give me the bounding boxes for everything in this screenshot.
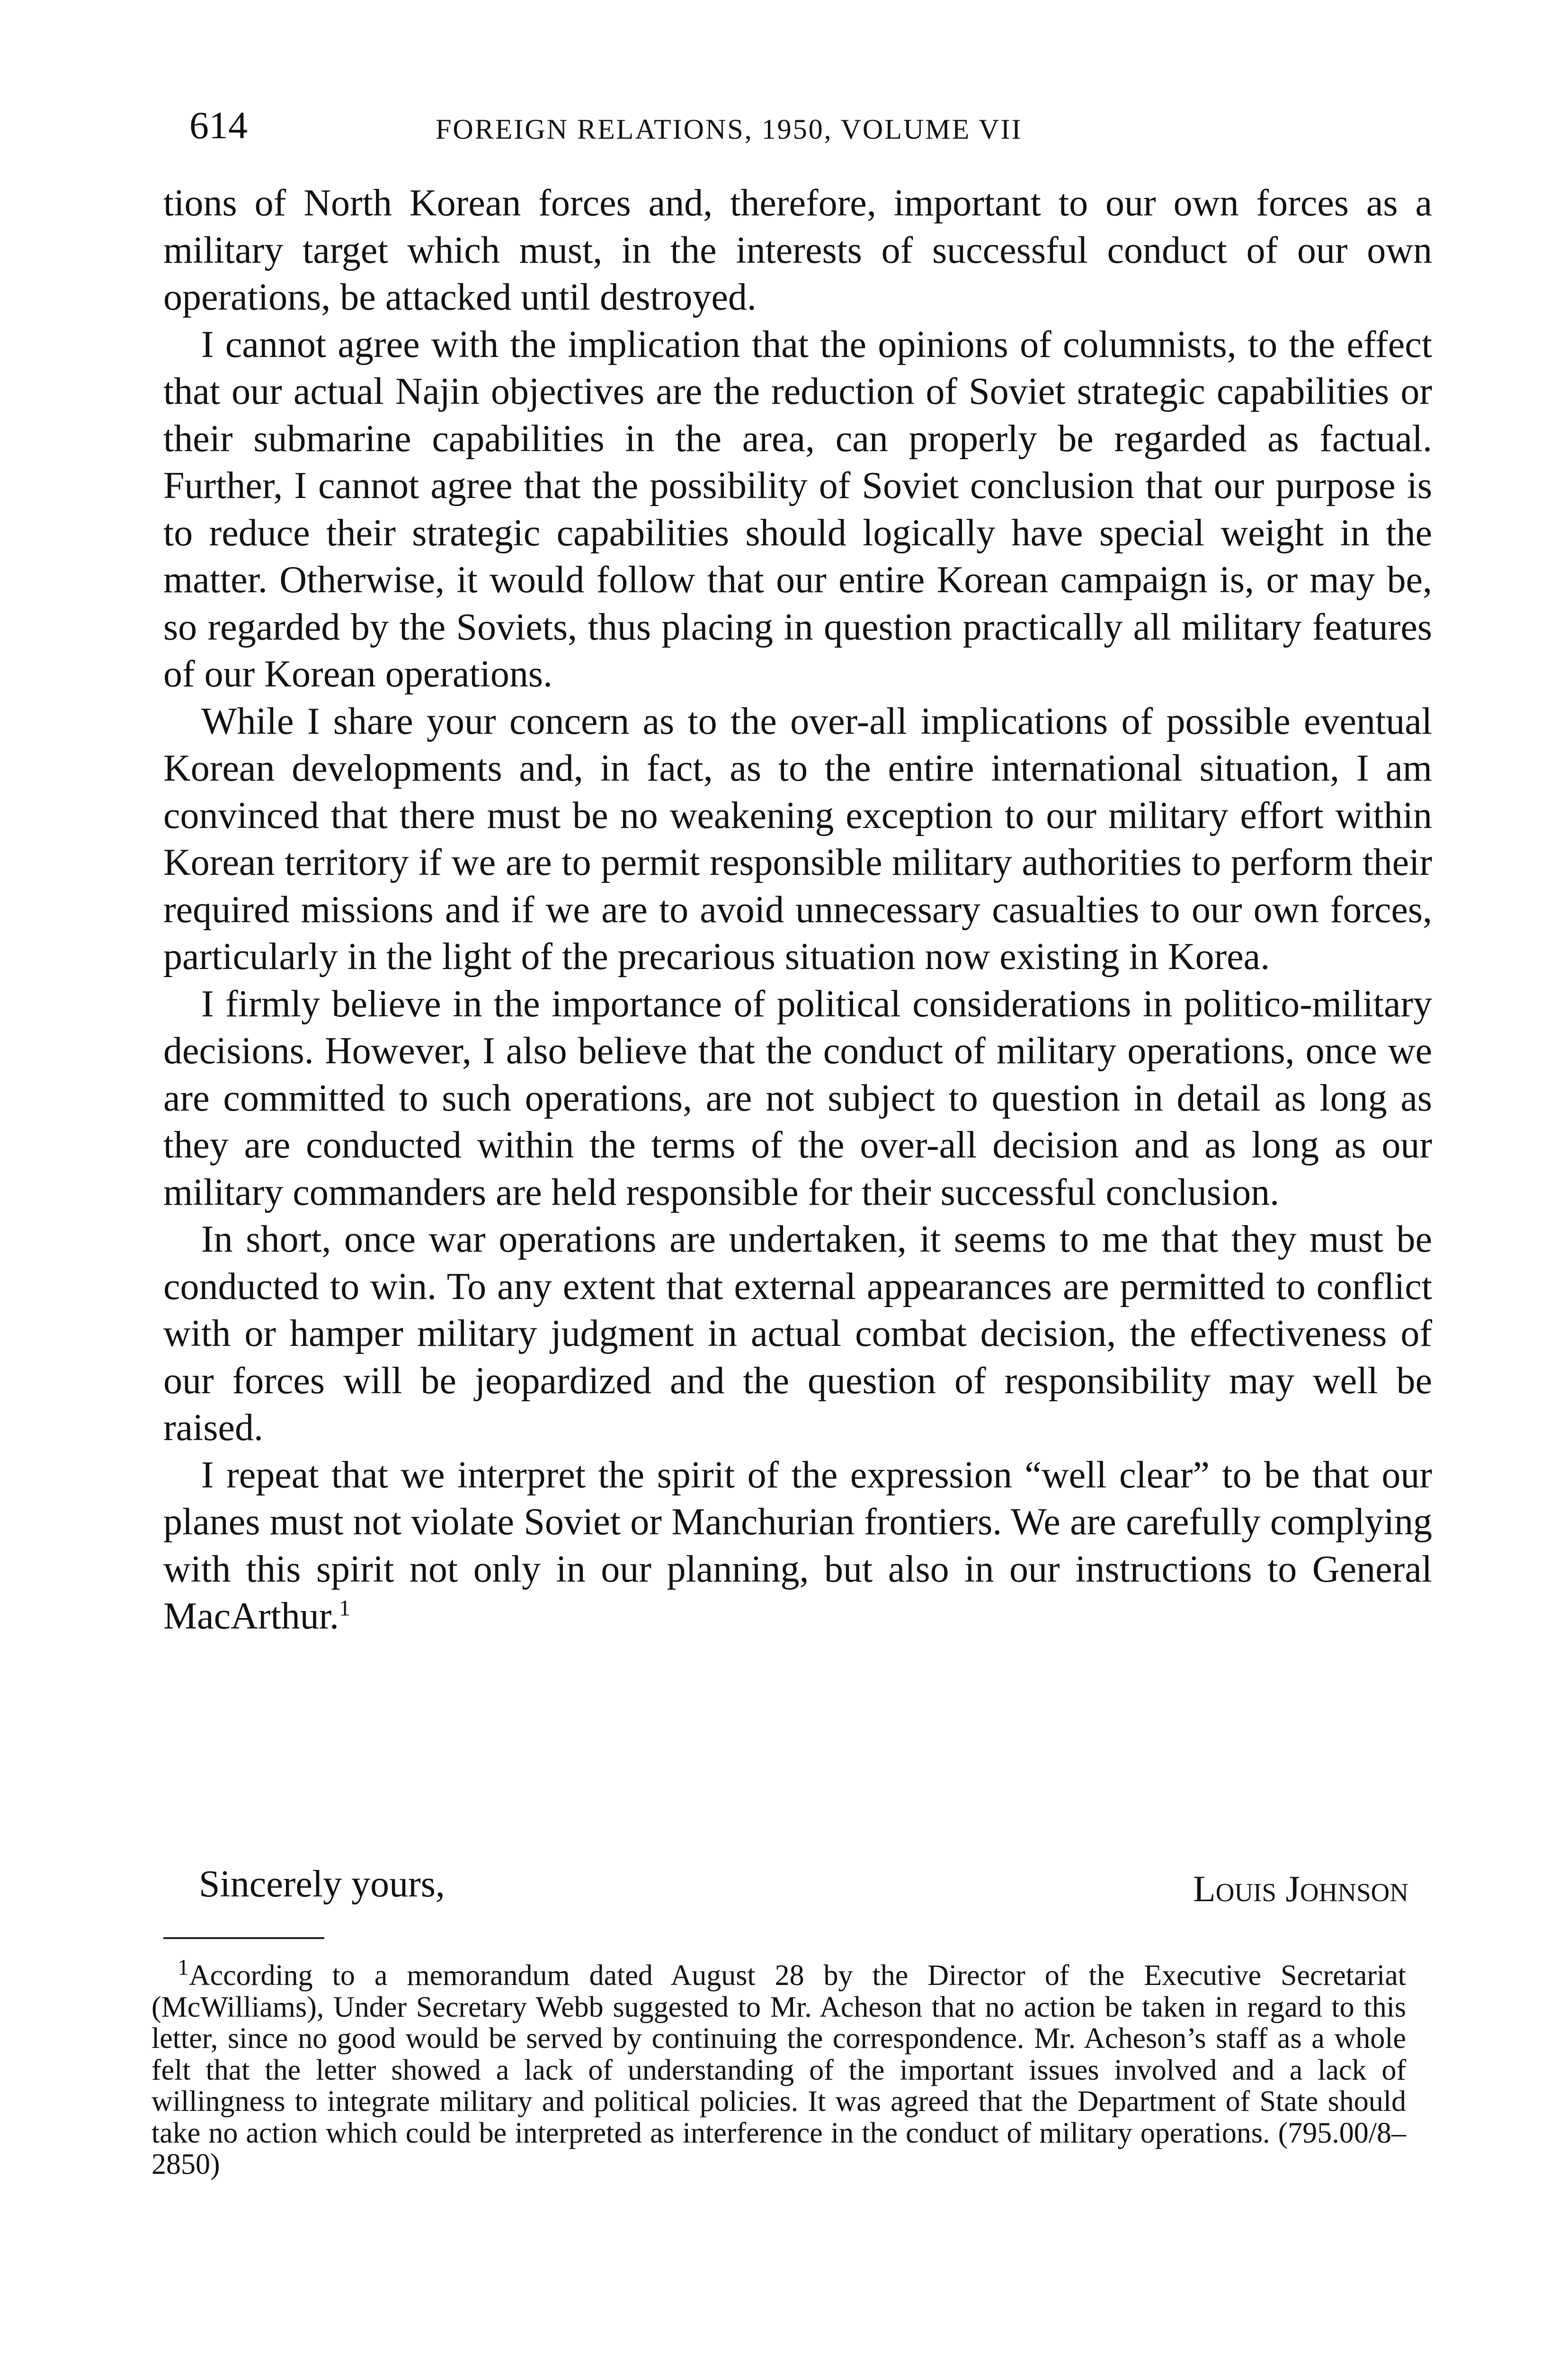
paragraph-continuation: tions of North Korean forces and, therefore, important to our own forces as a military target which must, in the interests of successful conduct of our own operations, be attacked until destroyed. xyxy=(163,182,1432,318)
footnote-paragraph xyxy=(151,1955,1406,2180)
footnote-marker: 1 xyxy=(178,1955,189,1980)
paragraph-well-clear xyxy=(163,1452,1432,1640)
page-number: 614 xyxy=(189,104,248,147)
paragraph-conducted-to-win: In short, once war operations are undertaken, it seems to me that they must be conducted to win. To any extent that external appearances are permitted to conflict with or hamper military judgment in actual combat decision, the effectiveness of our forces will be jeopardized and the question of responsibility may well be raised. xyxy=(163,1219,1432,1449)
paragraph-well-clear-text: I repeat that we interpret the spirit of the expression “well clear” to be that our planes must not violate Soviet or Manchurian frontiers. We are carefully complying with this spirit not only in our planning, but also in our instructions to General MacArthur. xyxy=(163,1454,1432,1637)
footnote-divider xyxy=(163,1937,324,1939)
paragraph-columnists: I cannot agree with the implication that the opinions of columnists, to the effect that our actual Najin objectives are the reduction of Soviet strategic capabilities or their submarine capabilities in the area, can properly be regarded as factual. Further, I cannot agree that the possibility of Soviet conclusion that our purpose is to reduce their strategic capabilities should logically have special weight in the matter. Otherwise, it would follow that our entire Korean campaign is, or may be, so regarded by the Soviets, thus placing in question practically all military features of our Korean operations. xyxy=(163,323,1432,695)
paragraph-political-considerations: I firmly believe in the importance of political considerations in politico-military decisions. However, I also believe that the conduct of military operations, once we are committed to such operations, are not subject to question in detail as long as they are conducted within the terms of the over-all decision and as long as our military commanders are held responsible for their successful conclusion. xyxy=(163,983,1432,1213)
running-head: FOREIGN RELATIONS, 1950, VOLUME VII xyxy=(436,114,1023,145)
paragraph-concern: While I share your concern as to the over-all implications of possible eventual Korean developments and, in fact, as to the entire international situation, I am convinced that there must be no weakening exception to our military effort within Korean territory if we are to permit responsible military authorities to perform their required missions and if we are to avoid unnecessary casualties to our own forces, particularly in the light of the precarious situation now existing in Korea. xyxy=(163,700,1432,978)
signature: Louis Johnson xyxy=(1193,1868,1408,1909)
salutation: Sincerely yours, xyxy=(199,1863,445,1905)
letter-closing xyxy=(163,1860,1408,1908)
page-header xyxy=(189,102,1430,159)
footnote-text: According to a memorandum dated August 28 by the Director of the Executive Secretariat (McWilliams), Under Secretary Webb suggested to Mr. Acheson that no action be taken in regard to this letter, since no good would be served by continuing the correspondence. Mr. Acheson’s staff as a whole felt that the letter showed a lack of understanding of the important issues involved and a lack of willingness to integrate military and political policies. It was agreed that the Department of State should take no action which could be interpreted as interference in the conduct of military operations. (795.00/8–2850) xyxy=(151,1959,1406,2180)
footnote xyxy=(151,1955,1406,2180)
letter-body xyxy=(163,180,1432,1640)
footnote-reference: 1 xyxy=(339,1595,351,1621)
